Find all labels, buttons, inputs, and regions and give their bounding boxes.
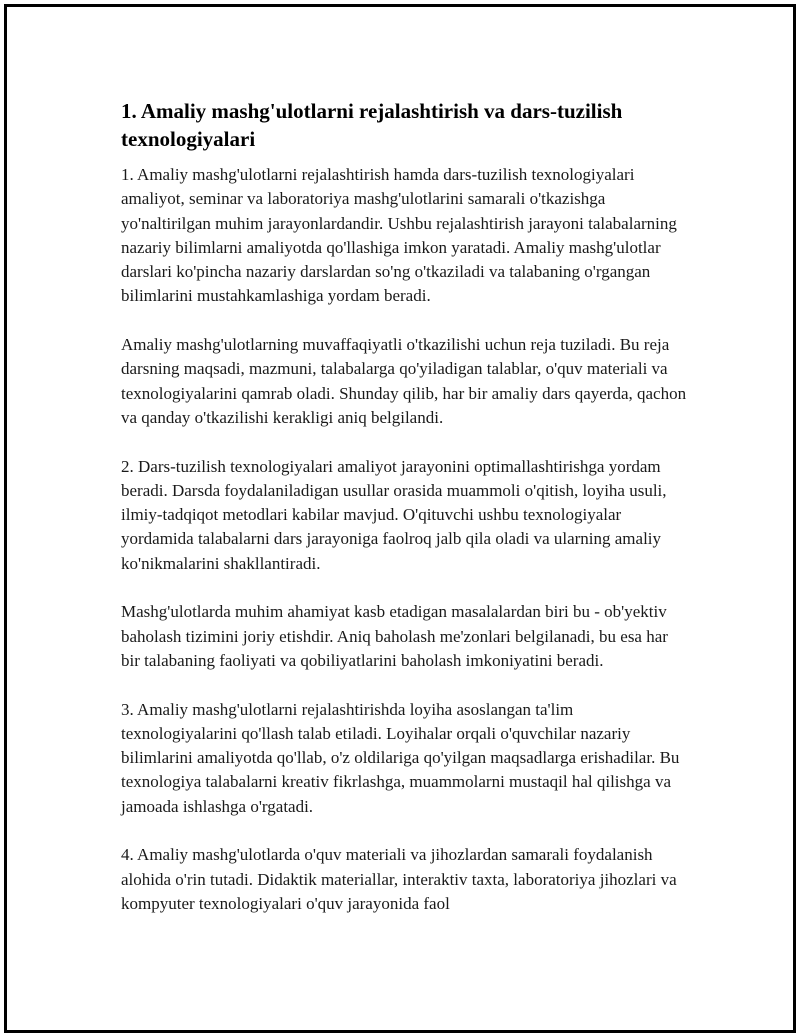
- paragraph-3: 2. Dars-tuzilish texnologiyalari amaliyot jarayonini optimallashtirishga yordam beradi. Darsda foydalaniladigan usullar orasida muammoli o'qitish, loyiha usuli, ilmiy-tadqiqot metodlari kabilar mavjud. O'qituvchi ushbu texnologiyalar yordamida talabalarni dars jarayoniga faolroq jalb qila oladi va ularning amaliy ko'nikmalarini shakllantiradi.: [121, 456, 667, 573]
- paragraph-6: 4. Amaliy mashg'ulotlarda o'quv materiali va jihozlardan samarali foydalanish alohida o'rin tutadi. Didaktik materiallar, interaktiv taxta, laboratoriya jihozlari va kompyuter texnologiyalari o'quv jarayonida faol: [121, 845, 677, 913]
- paragraph-5: 3. Amaliy mashg'ulotlarni rejalashtirishda loyiha asoslangan ta'lim texnologiyalarini qo'llash talab etiladi. Loyihalar orqali o'quvchilar nazariy bilimlarini amaliyotda qo'llab, o'z oldilariga qo'yilgan maqsadlarga erishadilar. Bu texnologiya talabalarni kreativ fikrlashga, muammolarni mustaqil hal qilishga va jamoada ishlashga o'rgatadi.: [121, 699, 680, 816]
- paragraph-2: Amaliy mashg'ulotlarning muvaffaqiyatli o'tkazilishi uchun reja tuziladi. Bu reja darsning maqsadi, mazmuni, talabalarga qo'yiladigan talablar, o'quv materiali va texnologiyalarini qamrab oladi. Shunday qilib, har bir amaliy dars qayerda, qachon va qanday o'tkazilishi kerakligi aniq belgilandi.: [121, 335, 687, 427]
- document-body: [121, 97, 691, 941]
- document-title: 1. Amaliy mashg'ulotlarni rejalashtirish va dars-tuzilish texnologiyalari: [121, 99, 623, 151]
- page-frame: [4, 4, 796, 1033]
- paragraph-1: 1. Amaliy mashg'ulotlarni rejalashtirish hamda dars-tuzilish texnologiyalari amaliyot, seminar va laboratoriya mashg'ulotlarini samarali o'tkazishga yo'naltirilgan muhim jarayonlardandir. Ushbu rejalashtirish jarayoni talabalarning nazariy bilimlarni amaliyotda qo'llashiga imkon yaratadi. Amaliy mashg'ulotlar darslari ko'pincha nazariy darslardan so'ng o'tkaziladi va talabaning o'rgangan bilimlarini mustahkamlashiga yordam beradi.: [121, 165, 677, 306]
- paragraph-4: Mashg'ulotlarda muhim ahamiyat kasb etadigan masalalardan biri bu - ob'yektiv baholash tizimini joriy etishdir. Aniq baholash me'zonlari belgilanadi, bu esa har bir talabaning faoliyati va qobiliyatlarini baholash imkoniyatini beradi.: [121, 602, 668, 670]
